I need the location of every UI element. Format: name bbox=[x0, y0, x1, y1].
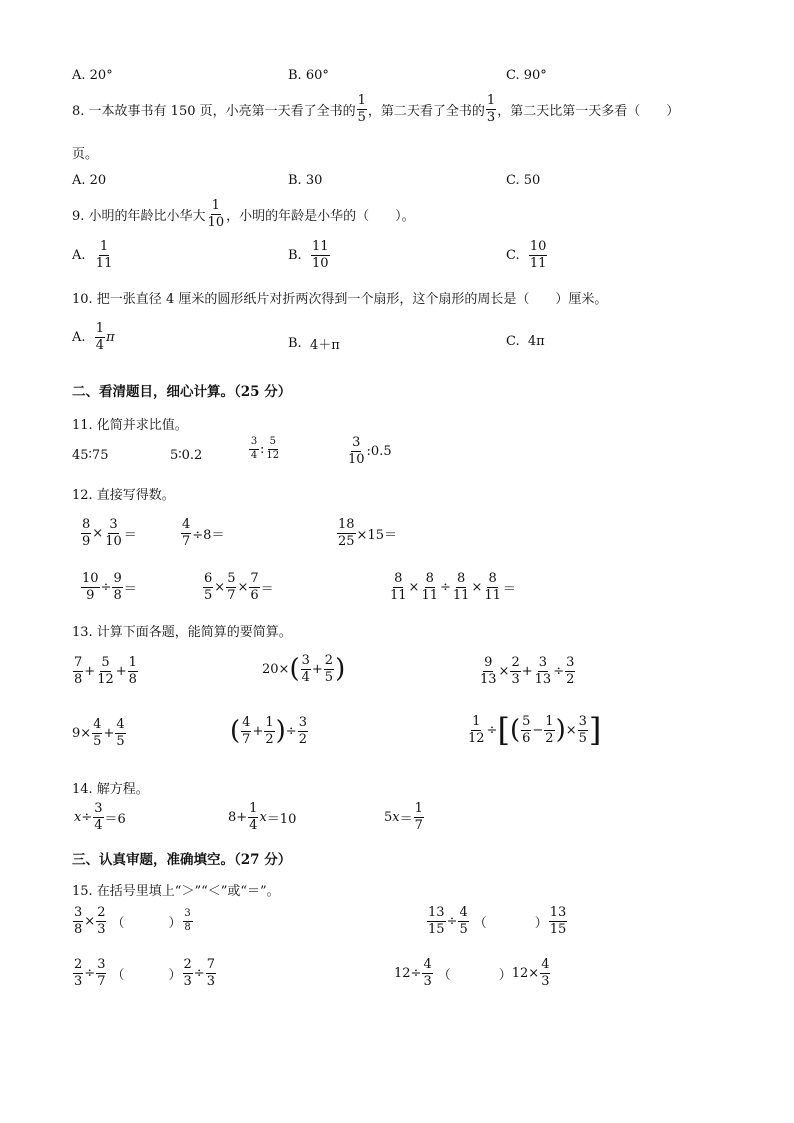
q15-title: 15. 在括号里填上“＞”“＜”或“＝”。 bbox=[72, 884, 280, 899]
q8-option-a: A. 20 bbox=[72, 173, 107, 188]
q14-eq-2: 8+ $\frac{1}{4}$ x ＝10 bbox=[228, 801, 297, 833]
q15-item-d: 12÷ $\frac{4}{3}$ （ ） 12× $\frac{4}{3}$ bbox=[394, 957, 550, 989]
q8-text-2: ，第二天看了全书的 bbox=[367, 103, 485, 119]
q13-expr-2: 20× ( $\frac{3}{4}$ + $\frac{2}{5}$ ) bbox=[262, 653, 346, 685]
q9-option-b: B. $\frac{11}{10}$ bbox=[288, 239, 329, 271]
q9-stem bbox=[72, 199, 415, 229]
q10-option-c: C. 4π bbox=[506, 334, 545, 349]
q11-expr-4: $\frac{3}{10}$ :0.5 bbox=[348, 435, 392, 467]
q13-expr-3: $\frac{9}{13}$ × $\frac{2}{3}$ + $\frac{3}{13}$ ÷ $\frac{3}{2}$ bbox=[480, 655, 575, 687]
q9-option-c: C. $\frac{10}{11}$ bbox=[506, 239, 547, 271]
q14-eq-3: 5 x ＝ $\frac{1}{7}$ bbox=[384, 801, 423, 833]
q15-item-a: $\frac{3}{8}$ × $\frac{2}{3}$ （ ） $\frac{3}{8}$ bbox=[74, 905, 191, 937]
q12-expr-5: $\frac{6}{5}$ × $\frac{5}{7}$ × $\frac{7}{6}$ ＝ bbox=[204, 571, 274, 603]
q7-option-c: C. 90° bbox=[506, 68, 547, 83]
q11-expr-1: 45∶75 bbox=[72, 448, 109, 463]
q15-item-c: $\frac{2}{3}$ ÷ $\frac{3}{7}$ （ ） $\frac{2}{3}$ ÷ $\frac{7}{3}$ bbox=[74, 957, 215, 989]
q15-item-b: $\frac{13}{15}$ ÷ $\frac{4}{5}$ （ ） $\frac{13}{15}$ bbox=[428, 905, 567, 937]
section-2-heading: 二、看清题目，细心计算。（25 分） bbox=[72, 384, 292, 400]
q13-expr-4: 9× $\frac{4}{5}$ + $\frac{4}{5}$ bbox=[72, 717, 125, 749]
q12-expr-2: $\frac{4}{7}$ ÷8＝ bbox=[182, 517, 225, 549]
q8-text-3: ，第二天比第一天多看（ ） bbox=[497, 103, 680, 119]
q12-expr-4: $\frac{10}{9}$ ÷ $\frac{9}{8}$ ＝ bbox=[82, 571, 137, 603]
q8-fraction-2: $\frac{1}{3}$ bbox=[486, 93, 496, 125]
q14-title: 14. 解方程。 bbox=[72, 782, 149, 797]
q9-text-2: ，小明的年龄是小华的（ ）。 bbox=[226, 208, 415, 224]
q9-fraction: $\frac{1}{10}$ bbox=[207, 198, 225, 230]
q7-option-b: B. 60° bbox=[288, 68, 329, 83]
q12-expr-1: $\frac{8}{9}$ × $\frac{3}{10}$ ＝ bbox=[82, 517, 137, 549]
section-3-heading: 三、认真审题，准确填空。（27 分） bbox=[72, 852, 292, 868]
q12-title: 12. 直接写得数。 bbox=[72, 488, 175, 503]
q8-option-b: B. 30 bbox=[288, 173, 323, 188]
q8-text-1: 8. 一本故事书有 150 页，小亮第一天看了全书的 bbox=[72, 103, 356, 119]
q13-expr-6: $\frac{1}{12}$ ÷ [ ( $\frac{5}{6}$ − $\frac{1}{2}$ ) × $\frac{3}{5}$ ] bbox=[468, 711, 602, 749]
q13-expr-1: $\frac{7}{8}$ + $\frac{5}{12}$ + $\frac{1}{8}$ bbox=[74, 655, 137, 687]
q12-expr-3: $\frac{18}{25}$ ×15＝ bbox=[338, 517, 397, 549]
q9-option-a: A. $\frac{1}{11}$ bbox=[72, 239, 113, 271]
q11-expr-3: $\frac{3}{4}$ : $\frac{5}{12}$ bbox=[250, 436, 280, 461]
q10-option-a: A. $\frac{1}{4}$ π bbox=[72, 321, 115, 353]
q8-fraction-1: $\frac{1}{5}$ bbox=[357, 93, 366, 125]
q8-option-c: C. 50 bbox=[506, 173, 541, 188]
q9-text-1: 9. 小明的年龄比小华大 bbox=[72, 208, 206, 224]
q13-title: 13. 计算下面各题，能简算的要简算。 bbox=[72, 625, 292, 640]
q11-expr-2: 5∶0.2 bbox=[170, 448, 203, 463]
q10-stem: 10. 把一张直径 4 厘米的圆形纸片对折两次得到一个扇形，这个扇形的周长是（ ）厘米。 bbox=[72, 292, 608, 307]
q8-text-4: 页。 bbox=[72, 147, 99, 162]
q13-expr-5: ( $\frac{4}{7}$ + $\frac{1}{2}$ ) ÷ $\frac{3}{2}$ bbox=[230, 715, 307, 747]
q11-title: 11. 化简并求比值。 bbox=[72, 418, 188, 433]
q8-stem bbox=[72, 94, 679, 124]
q12-expr-6: $\frac{8}{11}$ × $\frac{8}{11}$ ÷ $\frac{8}{11}$ × $\frac{8}{11}$ ＝ bbox=[390, 571, 516, 603]
q7-option-a: A. 20° bbox=[72, 68, 113, 83]
q14-eq-1: x ÷ $\frac{3}{4}$ ＝6 bbox=[74, 801, 126, 833]
q10-option-b: B. 4＋π bbox=[288, 336, 340, 353]
